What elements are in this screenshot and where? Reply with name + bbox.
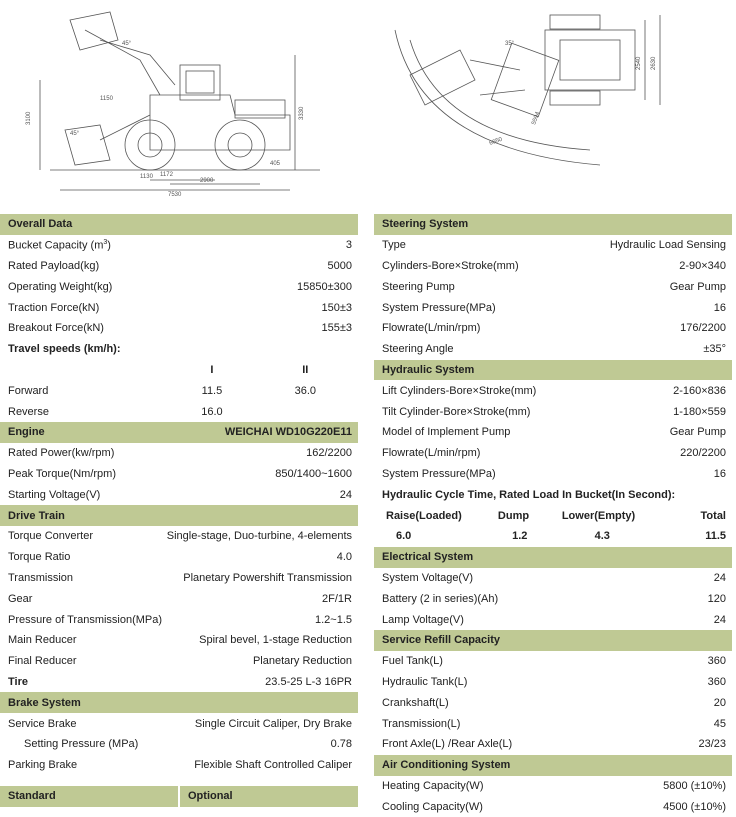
travel-head-1: I bbox=[210, 363, 214, 376]
electrical-header bbox=[374, 547, 732, 568]
tire-row bbox=[0, 672, 358, 693]
overall-data-header bbox=[0, 214, 358, 235]
spec-row bbox=[0, 484, 358, 505]
dim-side-6: 45° bbox=[122, 41, 132, 47]
spec-label: Peak Torque(Nm/rpm) bbox=[8, 467, 116, 480]
cycle-time-values bbox=[374, 526, 732, 547]
optional-label: Optional bbox=[178, 786, 358, 807]
cycle-head-dump: Dump bbox=[497, 509, 530, 522]
cycle-time-title bbox=[374, 484, 732, 505]
spec-label: Rated Payload(kg) bbox=[8, 259, 100, 272]
spec-value: 2-90×340 bbox=[679, 259, 726, 272]
tire-label: Tire bbox=[8, 675, 28, 688]
spec-value: 1-180×559 bbox=[673, 405, 726, 418]
travel-cell: Reverse bbox=[8, 405, 49, 418]
engine-title: Engine bbox=[8, 426, 45, 439]
spec-label: Front Axle(L) /Rear Axle(L) bbox=[382, 738, 513, 751]
spec-label: Parking Brake bbox=[8, 759, 78, 772]
aircon-header bbox=[374, 755, 732, 776]
spec-label: Model of Implement Pump bbox=[382, 426, 511, 439]
overall-data-title: Overall Data bbox=[8, 218, 73, 231]
spec-value: 2F/1R bbox=[322, 592, 352, 605]
spec-row bbox=[374, 734, 732, 755]
spec-label: Steering Pump bbox=[382, 280, 455, 293]
cycle-head-raise: Raise(Loaded) bbox=[386, 509, 462, 522]
bucket-capacity-label: Bucket Capacity $(m^3)$ bbox=[8, 238, 111, 252]
technical-drawings bbox=[0, 0, 736, 206]
spec-label: Transmission bbox=[8, 571, 73, 584]
spec-row bbox=[374, 609, 732, 630]
cycle-head-total: Total bbox=[700, 509, 726, 522]
spec-value: Flexible Shaft Controlled Caliper bbox=[194, 759, 352, 772]
spec-value: Spiral bevel, 1-stage Reduction bbox=[199, 634, 352, 647]
engine-model: WEICHAI WD10G220E11 bbox=[224, 426, 352, 439]
spec-value: Hydraulic Load Sensing bbox=[609, 239, 726, 252]
spec-row bbox=[0, 256, 358, 277]
standard-optional-header bbox=[0, 786, 358, 807]
spec-label: Heating Capacity(W) bbox=[382, 779, 484, 792]
travel-cell: 16.0 bbox=[201, 405, 223, 418]
spec-label: Torque Converter bbox=[8, 530, 93, 543]
spec-value: 176/2200 bbox=[680, 322, 726, 335]
spec-row bbox=[374, 256, 732, 277]
spec-value: 4500 (±10%) bbox=[663, 800, 726, 813]
spec-value: Single-stage, Duo-turbine, 4-elements bbox=[166, 530, 352, 543]
spec-row bbox=[374, 796, 732, 817]
spec-label: System Pressure(MPa) bbox=[382, 301, 496, 314]
spec-label: Lift Cylinders-Bore×Stroke(mm) bbox=[382, 384, 537, 397]
spec-label: Setting Pressure (MPa) bbox=[24, 738, 139, 751]
spec-row bbox=[0, 235, 358, 256]
spec-row bbox=[0, 630, 358, 651]
dim-top-0: 2540 bbox=[636, 56, 642, 70]
dim-side-2: 1130 bbox=[140, 174, 153, 180]
spec-row bbox=[374, 692, 732, 713]
travel-cell: Forward bbox=[8, 384, 49, 397]
dim-side-3: 1172 bbox=[160, 172, 173, 178]
side-view-dimensions bbox=[26, 41, 305, 198]
travel-row-reverse bbox=[0, 401, 358, 422]
spec-label: Gear bbox=[8, 592, 33, 605]
right-spec-column bbox=[374, 214, 732, 817]
spec-label: Cooling Capacity(W) bbox=[382, 800, 483, 813]
drive-train-title: Drive Train bbox=[8, 509, 65, 522]
spec-label: Cylinders-Bore×Stroke(mm) bbox=[382, 259, 519, 272]
spec-row bbox=[374, 401, 732, 422]
spec-value: 0.78 bbox=[330, 738, 352, 751]
spec-value: 5000 bbox=[327, 259, 352, 272]
spec-label: Pressure of Transmission(MPa) bbox=[8, 613, 163, 626]
aircon-title: Air Conditioning System bbox=[382, 759, 511, 772]
spec-label: Steering Angle bbox=[382, 343, 454, 356]
spec-label: Transmission(L) bbox=[382, 717, 461, 730]
spec-label: Final Reducer bbox=[8, 655, 77, 668]
travel-speeds-head bbox=[0, 360, 358, 381]
dim-top-3: 6650 bbox=[488, 136, 504, 147]
cycle-val-lower: 4.3 bbox=[594, 530, 610, 543]
spec-row bbox=[374, 651, 732, 672]
top-view-drawing bbox=[395, 15, 660, 165]
dim-side-1: 3330 bbox=[299, 106, 305, 120]
spec-row bbox=[374, 672, 732, 693]
spec-row bbox=[0, 547, 358, 568]
steering-header bbox=[374, 214, 732, 235]
spec-row bbox=[374, 443, 732, 464]
travel-row-forward bbox=[0, 380, 358, 401]
dim-top-4: 35° bbox=[505, 41, 515, 47]
bucket-capacity-value: 3 bbox=[345, 239, 352, 252]
spec-label: System Pressure(MPa) bbox=[382, 467, 496, 480]
spec-value: 45 bbox=[713, 717, 726, 730]
spec-row bbox=[0, 734, 358, 755]
engine-header bbox=[0, 422, 358, 443]
dim-side-7: 45° bbox=[70, 131, 80, 137]
refill-title: Service Refill Capacity bbox=[382, 634, 501, 647]
dim-side-4: 2900 bbox=[200, 178, 214, 184]
spec-value: 220/2200 bbox=[680, 447, 726, 460]
cycle-val-total: 11.5 bbox=[705, 530, 726, 543]
spec-value: 360 bbox=[707, 675, 726, 688]
drive-train-header bbox=[0, 505, 358, 526]
spec-label: Operating Weight(kg) bbox=[8, 280, 113, 293]
spec-value: Planetary Powershift Transmission bbox=[183, 571, 352, 584]
spec-row bbox=[0, 651, 358, 672]
spec-value: ±35° bbox=[703, 343, 726, 356]
spec-row bbox=[374, 318, 732, 339]
spec-value: 850/1400~1600 bbox=[275, 467, 352, 480]
spec-row bbox=[0, 755, 358, 776]
travel-cell: 36.0 bbox=[294, 384, 317, 397]
brake-system-header bbox=[0, 692, 358, 713]
spec-label: Crankshaft(L) bbox=[382, 696, 449, 709]
bucket-capacity-sup: 3 bbox=[103, 238, 108, 246]
travel-speeds-title bbox=[0, 339, 358, 360]
spec-label: System Voltage(V) bbox=[382, 571, 474, 584]
spec-row bbox=[374, 568, 732, 589]
spec-value: 24 bbox=[713, 571, 726, 584]
spec-value: 4.0 bbox=[336, 551, 352, 564]
loader-drawing-svg bbox=[0, 0, 736, 206]
travel-head-2: II bbox=[302, 363, 309, 376]
spec-value: 23/23 bbox=[698, 738, 726, 751]
spec-row bbox=[374, 380, 732, 401]
cycle-time-head bbox=[374, 505, 732, 526]
spec-value: Gear Pump bbox=[669, 280, 726, 293]
spec-value: 120 bbox=[707, 592, 726, 605]
spec-label: Breakout Force(kN) bbox=[8, 322, 104, 335]
spec-row bbox=[0, 464, 358, 485]
spec-row bbox=[0, 276, 358, 297]
spec-label: Flowrate(L/min/rpm) bbox=[382, 322, 481, 335]
spec-value: 2-160×836 bbox=[673, 384, 726, 397]
dim-side-5: 7530 bbox=[168, 192, 182, 198]
dim-top-2: 5594 bbox=[531, 111, 542, 126]
steering-title: Steering System bbox=[382, 218, 469, 231]
spec-label: Tilt Cylinder-Bore×Stroke(mm) bbox=[382, 405, 531, 418]
spec-value: 24 bbox=[713, 613, 726, 626]
cycle-val-dump: 1.2 bbox=[512, 530, 528, 543]
spec-row bbox=[0, 588, 358, 609]
spec-label: Service Brake bbox=[8, 717, 77, 730]
spec-row bbox=[374, 297, 732, 318]
spec-label: Battery (2 in series)(Ah) bbox=[382, 592, 499, 605]
hydraulic-header bbox=[374, 360, 732, 381]
cycle-head-lower: Lower(Empty) bbox=[561, 509, 636, 522]
spec-row bbox=[0, 443, 358, 464]
spec-value: Gear Pump bbox=[669, 426, 726, 439]
spec-row bbox=[0, 568, 358, 589]
spec-label: Flowrate(L/min/rpm) bbox=[382, 447, 481, 460]
spec-label: Lamp Voltage(V) bbox=[382, 613, 464, 626]
dim-side-9: 1150 bbox=[100, 96, 113, 102]
spec-row bbox=[374, 422, 732, 443]
spec-label: Hydraulic Tank(L) bbox=[382, 675, 468, 688]
spec-label: Type bbox=[382, 239, 406, 252]
spec-value: 5800 (±10%) bbox=[663, 779, 726, 792]
spec-row bbox=[0, 609, 358, 630]
spec-label: Torque Ratio bbox=[8, 551, 71, 564]
left-spec-column bbox=[0, 214, 358, 807]
spec-row bbox=[0, 713, 358, 734]
spec-value: Single Circuit Caliper, Dry Brake bbox=[194, 717, 352, 730]
spec-row bbox=[0, 318, 358, 339]
dim-side-0: 3100 bbox=[26, 111, 32, 125]
refill-header bbox=[374, 630, 732, 651]
spec-row bbox=[374, 235, 732, 256]
electrical-title: Electrical System bbox=[382, 551, 474, 564]
spec-row bbox=[374, 339, 732, 360]
dim-side-8: 405 bbox=[270, 161, 281, 167]
spec-label: Main Reducer bbox=[8, 634, 77, 647]
spec-value: 162/2200 bbox=[306, 447, 352, 460]
spec-label: Fuel Tank(L) bbox=[382, 655, 443, 668]
dim-top-1: 2630 bbox=[651, 56, 657, 70]
spec-value: 16 bbox=[713, 301, 726, 314]
spec-row bbox=[374, 713, 732, 734]
spec-value: 16 bbox=[713, 467, 726, 480]
hydraulic-title: Hydraulic System bbox=[382, 363, 475, 376]
spec-value: Planetary Reduction bbox=[252, 655, 352, 668]
spec-value: 24 bbox=[339, 488, 352, 501]
spec-row bbox=[0, 297, 358, 318]
spec-row bbox=[374, 276, 732, 297]
spec-row bbox=[374, 776, 732, 797]
spec-value: 150±3 bbox=[321, 301, 352, 314]
tire-value: 23.5-25 L-3 16PR bbox=[265, 675, 352, 688]
spec-label: Traction Force(kN) bbox=[8, 301, 100, 314]
spec-row bbox=[374, 588, 732, 609]
spec-value: 15850±300 bbox=[297, 280, 352, 293]
cycle-val-raise: 6.0 bbox=[396, 530, 412, 543]
top-view-dimensions bbox=[489, 41, 657, 147]
spec-value: 155±3 bbox=[321, 322, 352, 335]
standard-label: Standard bbox=[0, 786, 178, 807]
travel-speeds-label: Travel speeds (km/h): bbox=[8, 343, 121, 356]
spec-value: 360 bbox=[707, 655, 726, 668]
spec-value: 1.2~1.5 bbox=[314, 613, 352, 626]
spec-row bbox=[374, 464, 732, 485]
spec-row bbox=[0, 526, 358, 547]
spec-value: 20 bbox=[713, 696, 726, 709]
cycle-time-label: Hydraulic Cycle Time, Rated Load In Bucket(In Second): bbox=[382, 488, 676, 501]
travel-cell: 11.5 bbox=[201, 384, 223, 397]
brake-system-title: Brake System bbox=[8, 696, 81, 709]
spec-label: Starting Voltage(V) bbox=[8, 488, 101, 501]
spec-label: Rated Power(kw/rpm) bbox=[8, 447, 115, 460]
